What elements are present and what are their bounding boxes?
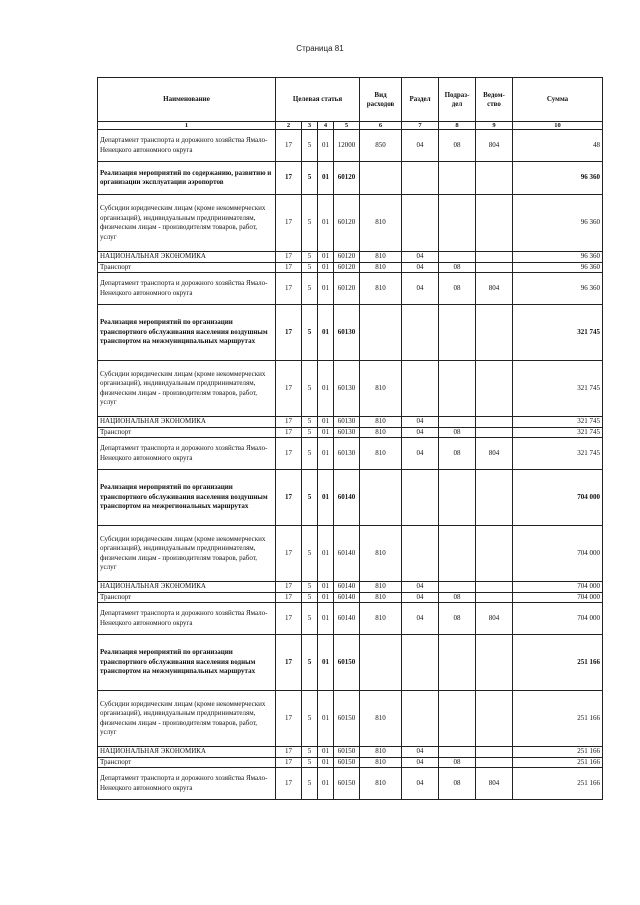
- cell-program: 17: [276, 526, 302, 582]
- cell-department: [476, 470, 513, 526]
- table-row: [98, 273, 603, 305]
- cell-expense-type: 810: [360, 273, 402, 305]
- table-row: [98, 252, 603, 263]
- cell-subsection: [439, 417, 476, 428]
- cell-expense-type: 810: [360, 438, 402, 470]
- cell-direction: 60140: [334, 592, 360, 603]
- budget-table: [97, 77, 603, 800]
- column-number: 3: [302, 122, 318, 130]
- cell-subsection: [439, 691, 476, 747]
- table-row: [98, 582, 603, 593]
- cell-amount: 321 745: [513, 305, 603, 361]
- cell-subprogram: 5: [302, 361, 318, 417]
- cell-direction: 60130: [334, 361, 360, 417]
- cell-amount: 251 166: [513, 768, 603, 800]
- cell-expense-type: 850: [360, 130, 402, 162]
- cell-subprogram: 5: [302, 162, 318, 195]
- cell-direction: 60130: [334, 417, 360, 428]
- table-row: [98, 361, 603, 417]
- cell-expense-type: [360, 635, 402, 691]
- cell-subprogram: 5: [302, 768, 318, 800]
- cell-name: Реализация мероприятий по организации транспортного обслуживания населения воздушным транспортом на межрегиональных маршрутах: [98, 470, 276, 526]
- cell-name: Департамент транспорта и дорожного хозяйства Ямало-Ненецкого автономного округа: [98, 130, 276, 162]
- cell-amount: 96 360: [513, 262, 603, 273]
- cell-department: [476, 526, 513, 582]
- cell-department: [476, 635, 513, 691]
- cell-main-activity: 01: [318, 747, 334, 758]
- header-target-article: Целевая статья: [276, 78, 360, 122]
- cell-amount: 704 000: [513, 526, 603, 582]
- cell-subprogram: 5: [302, 582, 318, 593]
- cell-department: [476, 162, 513, 195]
- cell-subprogram: 5: [302, 305, 318, 361]
- cell-department: [476, 262, 513, 273]
- cell-subsection: [439, 162, 476, 195]
- table-row: [98, 747, 603, 758]
- cell-department: [476, 691, 513, 747]
- cell-section: 04: [402, 582, 439, 593]
- header-name: Наименование: [98, 78, 276, 122]
- cell-main-activity: 01: [318, 162, 334, 195]
- cell-section: [402, 305, 439, 361]
- cell-subprogram: 5: [302, 603, 318, 635]
- column-number: 4: [318, 122, 334, 130]
- table-row: [98, 635, 603, 691]
- table-row: [98, 305, 603, 361]
- cell-program: 17: [276, 691, 302, 747]
- table-row: [98, 162, 603, 195]
- cell-main-activity: 01: [318, 526, 334, 582]
- cell-department: 804: [476, 768, 513, 800]
- cell-main-activity: 01: [318, 273, 334, 305]
- header-row: [98, 78, 603, 122]
- cell-department: [476, 592, 513, 603]
- cell-department: 804: [476, 438, 513, 470]
- cell-program: 17: [276, 470, 302, 526]
- cell-program: 17: [276, 747, 302, 758]
- cell-department: [476, 757, 513, 768]
- cell-amount: 48: [513, 130, 603, 162]
- cell-program: 17: [276, 195, 302, 252]
- cell-name: Субсидии юридическим лицам (кроме некоммерческих организаций), индивидуальным предпринимателям, физическим лицам - производителям товаров, работ, услуг: [98, 691, 276, 747]
- header-department: Ведом-ство: [476, 78, 513, 122]
- cell-department: [476, 252, 513, 263]
- column-number: 1: [98, 122, 276, 130]
- table-row: [98, 757, 603, 768]
- table-row: [98, 691, 603, 747]
- cell-amount: 704 000: [513, 592, 603, 603]
- cell-amount: 96 360: [513, 162, 603, 195]
- cell-program: 17: [276, 427, 302, 438]
- cell-main-activity: 01: [318, 768, 334, 800]
- cell-program: 17: [276, 305, 302, 361]
- cell-name: Департамент транспорта и дорожного хозяйства Ямало-Ненецкого автономного округа: [98, 438, 276, 470]
- cell-subprogram: 5: [302, 262, 318, 273]
- cell-department: 804: [476, 273, 513, 305]
- cell-subprogram: 5: [302, 417, 318, 428]
- cell-subsection: [439, 582, 476, 593]
- cell-program: 17: [276, 635, 302, 691]
- cell-subsection: 08: [439, 262, 476, 273]
- cell-name: Реализация мероприятий по содержанию, развитию и организации эксплуатации аэропортов: [98, 162, 276, 195]
- cell-subprogram: 5: [302, 592, 318, 603]
- cell-main-activity: 01: [318, 417, 334, 428]
- cell-section: 04: [402, 417, 439, 428]
- cell-expense-type: 810: [360, 691, 402, 747]
- cell-name: Департамент транспорта и дорожного хозяйства Ямало-Ненецкого автономного округа: [98, 603, 276, 635]
- cell-amount: 321 745: [513, 361, 603, 417]
- table-row: [98, 603, 603, 635]
- cell-subsection: 08: [439, 130, 476, 162]
- cell-subsection: 08: [439, 768, 476, 800]
- cell-expense-type: 810: [360, 757, 402, 768]
- table-row: [98, 262, 603, 273]
- cell-subsection: 08: [439, 757, 476, 768]
- cell-direction: 60120: [334, 195, 360, 252]
- cell-department: [476, 747, 513, 758]
- header-section: Раздел: [402, 78, 439, 122]
- cell-amount: 321 745: [513, 417, 603, 428]
- cell-main-activity: 01: [318, 635, 334, 691]
- cell-section: 04: [402, 603, 439, 635]
- cell-subsection: [439, 747, 476, 758]
- cell-subprogram: 5: [302, 470, 318, 526]
- cell-amount: 704 000: [513, 582, 603, 593]
- cell-department: [476, 361, 513, 417]
- cell-program: 17: [276, 582, 302, 593]
- cell-expense-type: [360, 162, 402, 195]
- cell-subsection: 08: [439, 603, 476, 635]
- cell-section: [402, 195, 439, 252]
- cell-subprogram: 5: [302, 691, 318, 747]
- cell-amount: 251 166: [513, 757, 603, 768]
- cell-name: Департамент транспорта и дорожного хозяйства Ямало-Ненецкого автономного округа: [98, 768, 276, 800]
- cell-main-activity: 01: [318, 691, 334, 747]
- cell-name: Реализация мероприятий по организации транспортного обслуживания населения водным транспортом на межмуниципальных маршрутах: [98, 635, 276, 691]
- cell-program: 17: [276, 438, 302, 470]
- cell-section: [402, 361, 439, 417]
- cell-section: 04: [402, 438, 439, 470]
- cell-program: 17: [276, 252, 302, 263]
- cell-program: 17: [276, 757, 302, 768]
- cell-section: 04: [402, 252, 439, 263]
- cell-section: 04: [402, 592, 439, 603]
- cell-section: 04: [402, 262, 439, 273]
- cell-direction: 60130: [334, 438, 360, 470]
- cell-expense-type: 810: [360, 262, 402, 273]
- cell-name: Субсидии юридическим лицам (кроме некоммерческих организаций), индивидуальным предпринимателям, физическим лицам - производителям товаров, работ, услуг: [98, 526, 276, 582]
- cell-section: [402, 526, 439, 582]
- cell-program: 17: [276, 768, 302, 800]
- cell-expense-type: 810: [360, 195, 402, 252]
- cell-program: 17: [276, 130, 302, 162]
- cell-section: 04: [402, 273, 439, 305]
- table-body: [98, 130, 603, 800]
- table-row: [98, 768, 603, 800]
- cell-name: Реализация мероприятий по организации транспортного обслуживания населения воздушным транспортом на межмуниципальных маршрутах: [98, 305, 276, 361]
- cell-expense-type: 810: [360, 603, 402, 635]
- cell-direction: 60140: [334, 526, 360, 582]
- cell-direction: 60120: [334, 162, 360, 195]
- cell-direction: 60120: [334, 273, 360, 305]
- column-number: 10: [513, 122, 603, 130]
- cell-subprogram: 5: [302, 747, 318, 758]
- cell-department: [476, 582, 513, 593]
- cell-section: 04: [402, 747, 439, 758]
- cell-name: Транспорт: [98, 262, 276, 273]
- cell-expense-type: 810: [360, 747, 402, 758]
- cell-subsection: [439, 305, 476, 361]
- cell-name: Транспорт: [98, 757, 276, 768]
- cell-direction: 60130: [334, 305, 360, 361]
- cell-subsection: 08: [439, 427, 476, 438]
- cell-main-activity: 01: [318, 195, 334, 252]
- cell-department: [476, 305, 513, 361]
- cell-amount: 321 745: [513, 427, 603, 438]
- cell-program: 17: [276, 262, 302, 273]
- cell-section: 04: [402, 130, 439, 162]
- cell-department: [476, 195, 513, 252]
- header-amount: Сумма: [513, 78, 603, 122]
- cell-subprogram: 5: [302, 195, 318, 252]
- page-label: Страница 81: [296, 44, 344, 53]
- cell-direction: 60150: [334, 768, 360, 800]
- cell-direction: 60150: [334, 635, 360, 691]
- cell-subprogram: 5: [302, 635, 318, 691]
- column-number: 8: [439, 122, 476, 130]
- cell-main-activity: 01: [318, 252, 334, 263]
- cell-subprogram: 5: [302, 757, 318, 768]
- cell-direction: 60140: [334, 603, 360, 635]
- column-number: 2: [276, 122, 302, 130]
- cell-direction: 60150: [334, 747, 360, 758]
- cell-subprogram: 5: [302, 427, 318, 438]
- cell-subsection: [439, 526, 476, 582]
- cell-program: 17: [276, 592, 302, 603]
- cell-direction: 60150: [334, 691, 360, 747]
- cell-section: 04: [402, 768, 439, 800]
- cell-subprogram: 5: [302, 130, 318, 162]
- cell-section: 04: [402, 757, 439, 768]
- column-number: 7: [402, 122, 439, 130]
- cell-name: Транспорт: [98, 427, 276, 438]
- cell-subsection: [439, 195, 476, 252]
- cell-amount: 251 166: [513, 691, 603, 747]
- cell-department: 804: [476, 130, 513, 162]
- cell-direction: 60140: [334, 582, 360, 593]
- cell-amount: 96 360: [513, 195, 603, 252]
- cell-main-activity: 01: [318, 361, 334, 417]
- cell-direction: 60120: [334, 252, 360, 263]
- table-row: [98, 592, 603, 603]
- column-number: 5: [334, 122, 360, 130]
- cell-section: [402, 470, 439, 526]
- cell-amount: 96 360: [513, 273, 603, 305]
- cell-subsection: [439, 361, 476, 417]
- cell-expense-type: [360, 305, 402, 361]
- cell-main-activity: 01: [318, 470, 334, 526]
- header-expense-type: Вид расходов: [360, 78, 402, 122]
- cell-section: 04: [402, 427, 439, 438]
- cell-amount: 704 000: [513, 470, 603, 526]
- cell-main-activity: 01: [318, 438, 334, 470]
- cell-direction: 12000: [334, 130, 360, 162]
- cell-main-activity: 01: [318, 757, 334, 768]
- cell-subprogram: 5: [302, 526, 318, 582]
- table-row: [98, 526, 603, 582]
- cell-name: НАЦИОНАЛЬНАЯ ЭКОНОМИКА: [98, 417, 276, 428]
- cell-subsection: 08: [439, 438, 476, 470]
- cell-main-activity: 01: [318, 582, 334, 593]
- cell-main-activity: 01: [318, 305, 334, 361]
- cell-name: НАЦИОНАЛЬНАЯ ЭКОНОМИКА: [98, 582, 276, 593]
- column-number: 9: [476, 122, 513, 130]
- cell-department: 804: [476, 603, 513, 635]
- cell-subsection: [439, 252, 476, 263]
- cell-expense-type: 810: [360, 252, 402, 263]
- cell-subsection: [439, 470, 476, 526]
- cell-program: 17: [276, 361, 302, 417]
- table-row: [98, 470, 603, 526]
- cell-section: [402, 162, 439, 195]
- cell-expense-type: 810: [360, 592, 402, 603]
- cell-direction: 60150: [334, 757, 360, 768]
- cell-amount: 96 360: [513, 252, 603, 263]
- cell-name: Субсидии юридическим лицам (кроме некоммерческих организаций), индивидуальным предпринимателям, физическим лицам - производителям товаров, работ, услуг: [98, 361, 276, 417]
- cell-subprogram: 5: [302, 438, 318, 470]
- cell-name: НАЦИОНАЛЬНАЯ ЭКОНОМИКА: [98, 747, 276, 758]
- cell-amount: 321 745: [513, 438, 603, 470]
- column-number-row: [98, 122, 603, 130]
- cell-program: 17: [276, 273, 302, 305]
- cell-program: 17: [276, 162, 302, 195]
- cell-subprogram: 5: [302, 273, 318, 305]
- cell-direction: 60130: [334, 427, 360, 438]
- cell-section: [402, 691, 439, 747]
- table-row: [98, 438, 603, 470]
- cell-direction: 60140: [334, 470, 360, 526]
- cell-main-activity: 01: [318, 262, 334, 273]
- cell-subsection: 08: [439, 273, 476, 305]
- cell-section: [402, 635, 439, 691]
- cell-subsection: 08: [439, 592, 476, 603]
- cell-amount: 704 000: [513, 603, 603, 635]
- cell-expense-type: 810: [360, 417, 402, 428]
- cell-amount: 251 166: [513, 635, 603, 691]
- cell-main-activity: 01: [318, 603, 334, 635]
- cell-name: Департамент транспорта и дорожного хозяйства Ямало-Ненецкого автономного округа: [98, 273, 276, 305]
- cell-subprogram: 5: [302, 252, 318, 263]
- cell-name: Транспорт: [98, 592, 276, 603]
- cell-expense-type: [360, 470, 402, 526]
- cell-main-activity: 01: [318, 130, 334, 162]
- cell-main-activity: 01: [318, 592, 334, 603]
- cell-expense-type: 810: [360, 768, 402, 800]
- cell-department: [476, 417, 513, 428]
- cell-name: Субсидии юридическим лицам (кроме некоммерческих организаций), индивидуальным предпринимателям, физическим лицам - производителям товаров, работ, услуг: [98, 195, 276, 252]
- cell-program: 17: [276, 603, 302, 635]
- cell-expense-type: 810: [360, 582, 402, 593]
- cell-expense-type: 810: [360, 361, 402, 417]
- cell-subsection: [439, 635, 476, 691]
- cell-program: 17: [276, 417, 302, 428]
- table-row: [98, 195, 603, 252]
- cell-direction: 60120: [334, 262, 360, 273]
- cell-expense-type: 810: [360, 427, 402, 438]
- cell-amount: 251 166: [513, 747, 603, 758]
- column-number: 6: [360, 122, 402, 130]
- table-row: [98, 427, 603, 438]
- header-subsection: Подраз-дел: [439, 78, 476, 122]
- cell-name: НАЦИОНАЛЬНАЯ ЭКОНОМИКА: [98, 252, 276, 263]
- table-row: [98, 130, 603, 162]
- cell-expense-type: 810: [360, 526, 402, 582]
- cell-main-activity: 01: [318, 427, 334, 438]
- table-row: [98, 417, 603, 428]
- cell-department: [476, 427, 513, 438]
